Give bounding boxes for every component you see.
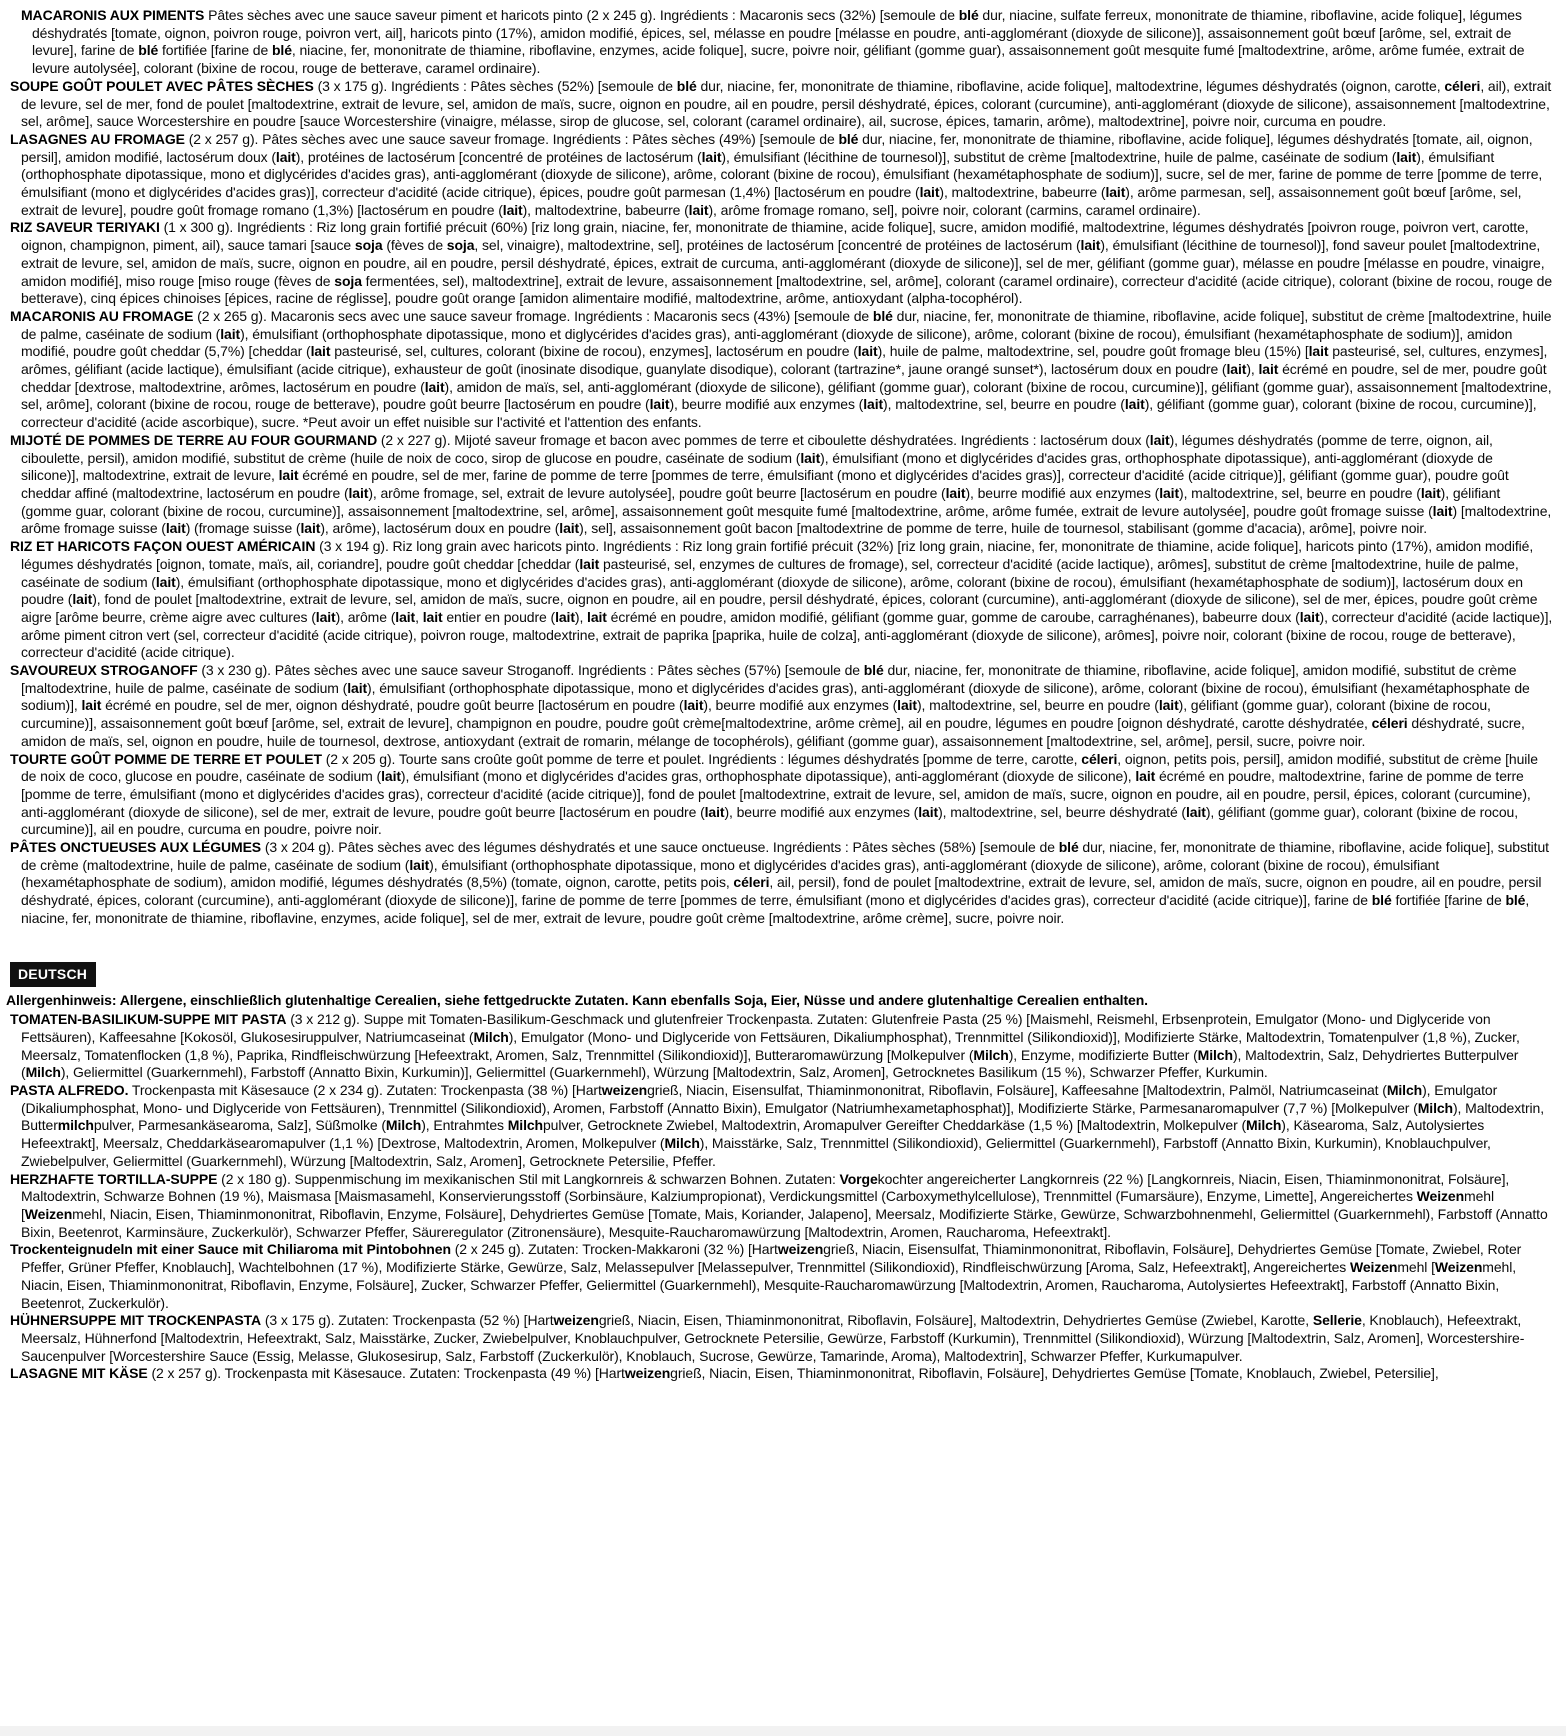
product-ingredients-text: (1 x 300 g). Ingrédients : Riz long grain fortifié précuit (60%) [riz long grain, niacine, fer, mononitrate de thiamine, acide folique], sucre, amidon modifié, maltodextrine, légumes déshydratés [poivron rouge, poivron vert, carotte, oignon, champignon, piment, ail), sauce tamari [sauce soja (fèves de soja, sel, vinaigre), maltodextrine, sel], protéines de lactosérum [concentré de protéines de lactosérum (lait), émulsifiant (lécithine de tournesol)], fond saveur poulet [maltodextrine, extrait de levure, sel, amidon de maïs, sucre, oignon en poudre, ail en poudre, persil déshydraté, épices, extrait de curcuma, anti-agglomérant (dioxyde de silicone)], sel de mer, gélifiant (gomme guar), mélasse en poudre [mélasse en poudre, vinaigre, amidon modifié], miso rouge [miso rouge (fèves de soja fermentées, sel), maltodextrine], extrait de levure, assaisonnement [maltodextrine, sel, arôme], colorant (caramel ordinaire), correcteur d'acidité (acide citrique), colorant (bixine de rocou, rouge de betterave), cinq épices chinoises [épices, racine de réglisse], poudre goût orange [amidon alimentaire modifié, maltodextrine, arôme, antioxydant (alpha-tocophérol). bbox=[21, 219, 1553, 307]
product-title: RIZ SAVEUR TERIYAKI bbox=[10, 219, 160, 236]
product-ingredients-paragraph bbox=[0, 751, 1554, 840]
product-ingredients-paragraph bbox=[0, 1011, 1554, 1082]
product-ingredients-text: (2 x 180 g). Suppenmischung im mexikanischen Stil mit Langkornreis & schwarzen Bohnen. Zutaten: Vorgekochter angereicherter Langkornreis (22 %) [Langkornreis, Niacin, Eisen, Thiaminmononitrat, Folsäure], Maltodextrin, Schwarze Bohnen (19 %), Maismasa [Maismasamehl, Konservierungsstoff (Sorbinsäure, Kalziumpropionat), Verdickungsmittel (Carboxymethylcellulose), Trennmittel (Fumarsäure), Enzyme, Limette], Angereichertes Weizenmehl [Weizenmehl, Niacin, Eisen, Thiaminmononitrat, Riboflavin, Enzyme, Folsäure], Dehydriertes Gemüse [Tomate, Mais, Koriander, Jalapeno], Meersalz, Modifizierte Stärke, Gewürze, Schwarzbohnenmehl, Geliermittel (Guarkernmehl), Farbstoff (Annatto Bixin, Beetenrot, Karminsäure, Zuckerkulör), Schwarzer Pfeffer, Säureregulator (Zitronensäure), Mesquite-Raucharomawürzung [Maltodextrin, Aromen, Raucharoma, Hefeextrakt]. bbox=[21, 1170, 1548, 1240]
product-ingredients-paragraph bbox=[0, 662, 1554, 751]
product-ingredients-text: (3 x 204 g). Pâtes sèches avec des légumes déshydratés et une sauce onctueuse. Ingrédients : Pâtes sèches (58%) [semoule de blé dur, niacine, fer, mononitrate de thiamine, riboflavine, acide folique], substitut de crème (maltodextrine, huile de palme, caséinate de sodium (lait), émulsifiant (orthophosphate dipotassique, mono et diglycérides d'acides gras), anti-agglomérant (dioxyde de silicone), arôme, colorant (bixine de rocou), émulsifiant (hexamétaphosphate de sodium), amidon modifié, légumes déshydratés (8,5%) (tomate, oignon, carotte, petits pois, céleri, ail, persil), fond de poulet [maltodextrine, extrait de levure, sel, amidon de maïs, sucre, oignon en poudre, ail en poudre, persil déshydraté, épices, colorant (curcumine), anti-agglomérant (dioxyde de silicone)], farine de pomme de terre [pommes de terre, émulsifiant (mono et diglycérides d'acides gras), correcteur d'acidité (acide citrique)], farine de blé fortifiée [farine de blé, niacine, fer, mononitrate de thiamine, riboflavine, enzymes, acide folique], sel de mer, extrait de levure, poudre goût crème [maltodextrine, arôme crème], sucre, poivre noir. bbox=[21, 839, 1549, 926]
product-title: SAVOUREUX STROGANOFF bbox=[10, 662, 198, 679]
product-ingredients-paragraph bbox=[0, 839, 1554, 928]
product-title: MIJOTÉ DE POMMES DE TERRE AU FOUR GOURMAND bbox=[10, 431, 378, 448]
product-ingredients-text: (3 x 230 g). Pâtes sèches avec une sauce saveur Stroganoff. Ingrédients : Pâtes sèches (57%) [semoule de blé dur, niacine, fer, mononitrate de thiamine, riboflavine, acide folique], amidon modifié, substitut de crème [maltodextrine, huile de palme, caséinate de sodium (lait), émulsifiant (orthophosphate dipotassique, mono et diglycérides d'acides gras), anti-agglomérant (dioxyde de silicone), arôme, colorant (bixine de rocou), émulsifiant (hexamétaphosphate de sodium)], lait écrémé en poudre, sel de mer, oignon déshydraté, poudre goût beurre [lactosérum en poudre (lait), beurre modifié aux enzymes (lait), maltodextrine, sel, beurre en poudre (lait), gélifiant (gomme guar), colorant (bixine de rocou, curcumine)], assaisonnement goût bœuf [arôme, sel, extrait de levure], champignon en poudre, poudre goût crème[maltodextrine, arôme crème], ail en poudre, légumes en poudre [oignon déshydraté, carotte déshydratée, céleri déshydraté, sucre, amidon de maïs, sel, oignon en poudre, huile de tournesol, dextrose, antioxydant (extrait de romarin, mélange de tocophérols), gélifiant (gomme guar), assaisonnement [maltodextrine, sel, arôme], persil, sucre, poivre noir. bbox=[21, 662, 1530, 749]
product-ingredients-paragraph bbox=[0, 432, 1554, 538]
product-ingredients-paragraph bbox=[0, 1082, 1554, 1171]
product-title: RIZ ET HARICOTS FAÇON OUEST AMÉRICAIN bbox=[10, 538, 316, 555]
product-ingredients-paragraph bbox=[0, 1171, 1554, 1242]
page-bottom-edge bbox=[0, 1726, 1566, 1736]
allergen-notice: Allergenhinweis: Allergene, einschließlich glutenhaltige Cerealien, siehe fettgedruckte Zutaten. Kann ebenfalls Soja, Eier, Nüsse und andere glutenhaltige Cerealien enthalten. bbox=[6, 991, 1148, 1008]
product-ingredients-paragraph bbox=[0, 538, 1554, 662]
product-ingredients-text: (2 x 257 g). Pâtes sèches avec une sauce saveur fromage. Ingrédients : Pâtes sèches (49%) [semoule de blé dur, niacine, fer, mononitrate de thiamine, riboflavine, acide folique], légumes déshydratés [tomate, ail, oignon, persil], amidon modifié, lactosérum doux (lait), protéines de lactosérum [concentré de protéines de lactosérum (lait), émulsifiant (lécithine de tournesol)], substitut de crème [maltodextrine, huile de palme, caséinate de sodium (lait), émulsifiant (orthophosphate dipotassique, mono et diglycérides d'acides gras), anti-agglomérant (dioxyde de silicone), arôme, colorant (bixine de rocou), émulsifiant (hexamétaphosphate de sodium)], sucre, sel de mer, farine de pomme de terre [pomme de terre, émulsifiant (mono et diglycérides d'acides gras)], correcteur d'acidité (acide citrique), épices, poudre goût parmesan (1,4%) [lactosérum en poudre (lait), maltodextrine, babeurre (lait), arôme parmesan, sel], assaisonnement goût bœuf [arôme, sel, extrait de levure], poudre goût fromage romano (1,3%) [lactosérum en poudre (lait), maltodextrine, babeurre (lait), arôme fromage romano, sel], poivre noir, colorant (carmins, caramel ordinaire). bbox=[21, 130, 1543, 218]
product-title: HERZHAFTE TORTILLA-SUPPE bbox=[10, 1170, 218, 1187]
product-ingredients-paragraph bbox=[0, 1241, 1554, 1312]
product-ingredients-text: (2 x 227 g). Mijoté saveur fromage et bacon avec pommes de terre et ciboulette déshydratées. Ingrédients : lactosérum doux (lait), légumes déshydratés (pomme de terre, oignon, ail, ciboulette, persil), amidon modifié, substitut de crème (huile de noix de coco, sirop de glucose en poudre, caséinate de sodium (lait), émulsifiant (mono et diglycérides d'acides gras, orthophosphate dipotassique), anti-agglomérant (dioxyde de silicone)], maltodextrine, extrait de levure, lait écrémé en poudre, sel de mer, farine de pomme de terre [pommes de terre, émulsifiant (mono et diglycérides d'acides gras)], correcteur d'acidité (acide citrique)], gélifiant (gomme guar), poudre goût cheddar affiné (maltodextrine, lactosérum en poudre (lait), arôme fromage, sel, extrait de levure autolysée], poudre goût beurre [lactosérum en poudre (lait), beurre modifié aux enzymes (lait), maltodextrine, sel, beurre en poudre (lait), gélifiant (gomme guar, colorant (bixine de rocou, curcumine)], assaisonnement [maltodextrine, sel, arôme], assaisonnement goût mesquite fumé [maltodextrine, arôme, arôme fumée, extrait de levure autolysée], poudre goût fromage suisse (lait) [maltodextrine, arôme fromage suisse (lait) (fromage suisse (lait), arôme), lactosérum doux en poudre (lait), sel], assaisonnement goût bacon [maltodextrine de pomme de terre, huile de tournesol, stabilisant (gomme d'acacia), arôme], poivre noir. bbox=[21, 431, 1552, 537]
product-ingredients-text: (2 x 205 g). Tourte sans croûte goût pomme de terre et poulet. Ingrédients : légumes déshydratés [pomme de terre, carotte, céleri, oignon, petits pois, persil], amidon modifié, substitut de crème [huile de noix de coco, glucose en poudre, caséinate de sodium (lait), émulsifiant (mono et diglycérides d'acides gras, orthophosphate dipotassique), anti-agglomérant (dioxyde de silicone), lait écrémé en poudre, maltodextrine, farine de pomme de terre [pomme de terre, émulsifiant (mono et diglycérides d'acides gras), correcteur d'acidité (acide citrique)], fond de poulet [maltodextrine, extrait de levure, sel, amidon de maïs, sucre, oignon en poudre, ail en poudre, persil, épices, colorant (curcumine), anti-agglomérant (dioxyde de silicone), sel de mer, extrait de levure, poudre goût beurre [lactosérum en poudre (lait), beurre modifié aux enzymes (lait), maltodextrine, sel, beurre déshydraté (lait), gélifiant (gomme guar), colorant (bixine de rocou, curcumine)], ail en poudre, curcuma en poudre, poivre noir. bbox=[21, 750, 1538, 838]
product-ingredients-text: Pâtes sèches avec une sauce saveur piment et haricots pinto (2 x 245 g). Ingrédients : Macaronis secs (32%) [semoule de blé dur, niacine, sulfate ferreux, mononitrate de thiamine, riboflavine, acide folique], légumes déshydratés [tomate, oignon, poivron rouge, poivron vert, ail], haricots pinto (17%), amidon modifié, épices, sel, mélasse en poudre [mélasse en poudre, anti-agglomérant (dioxyde de silicone)], assaisonnement goût bœuf [arôme, sel, extrait de levure], farine de blé fortifiée [farine de blé, niacine, fer, mononitrate de thiamine, riboflavine, enzymes, acide folique], sucre, poivre noir, gélifiant (gomme guar), assaisonnement goût mesquite fumé [maltodextrine, arôme, arôme fumée, extrait de levure autolysée], colorant (bixine de rocou, rouge de betterave, caramel ordinaire). bbox=[32, 7, 1525, 77]
product-ingredients-text: (3 x 175 g). Zutaten: Trockenpasta (52 %) [Hartweizengrieß, Niacin, Eisen, Thiaminmononitrat, Riboflavin, Folsäure], Maltodextrin, Dehydriertes Gemüse (Zwiebel, Karotte, Sellerie, Knoblauch), Hefeextrakt, Meersalz, Hühnerfond [Maltodextrin, Hefeextrakt, Salz, Maisstärke, Zucker, Zwiebelpulver, Knoblauchpulver, Getrocknete Petersilie, Gewürze, Farbstoff (Kurkumin), Trennmittel (Silikondioxid), Würzung [Maltodextrin, Salz, Aromen], Worcestershire-Saucenpulver [Worcestershire Sauce (Essig, Melasse, Glukosesirup, Salz, Farbstoff (Zuckerkulör), Knoblauch, Sucrose, Gewürze, Tamarinde, Aroma), Maltodextrin], Schwarzer Pfeffer, Kurkumapulver. bbox=[21, 1312, 1525, 1364]
product-ingredients-text: (3 x 175 g). Ingrédients : Pâtes sèches (52%) [semoule de blé dur, niacine, fer, mononitrate de thiamine, riboflavine, acide folique], maltodextrine, légumes déshydratés (oignon, carotte, céleri, ail), extrait de levure, sel de mer, fond de poulet [maltodextrine, extrait de levure, sel, amidon de maïs, sucre, oignon en poudre, ail en poudre, persil déshydraté, épices, colorant (curcumine), anti-agglomérant (dioxyde de silicone), assaisonnement [maltodextrine, sel, arôme], sauce Worcestershire en poudre [sauce Worcestershire (vinaigre, mélasse, sirop de glucose, sel, colorant (caramel ordinaire), ail, sucrose, épices, tamarin, arôme), maltodextrine], poivre noir, curcuma en poudre. bbox=[21, 77, 1552, 130]
product-ingredients-paragraph bbox=[0, 78, 1554, 131]
product-ingredients-text: (3 x 194 g). Riz long grain avec haricots pinto. Ingrédients : Riz long grain fortifié précuit (32%) [riz long grain, niacine, fer, mononitrate de thiamine, acide folique], haricots pinto (17%), amidon modifié, légumes déshydratés [oignon, tomate, maïs, ail, coriandre], poudre goût cheddar [cheddar (lait pasteurisé, sel, enzymes de cultures de fromage), sel, correcteur d'acidité (acide lactique), arômes], substitut de crème [maltodextrine, huile de palme, caséinate de sodium (lait), émulsifiant (orthophosphate dipotassique, mono et diglycérides d'acides gras), anti-agglomérant (dioxyde de silicone), arôme, colorant (bixine de rocou), émulsifiant (hexamétaphosphate de sodium)], lactosérum doux en poudre (lait), fond de poulet [maltodextrine, extrait de levure, sel, amidon de maïs, sucre, oignon en poudre, ail en poudre, persil déshydraté, épices, colorant (curcumine), anti-agglomérant (dioxyde de silicone), sel de mer, épices, poudre goût crème aigre [arôme beurre, crème aigre avec cultures (lait), arôme (lait, lait entier en poudre (lait), lait écrémé en poudre, amidon modifié, gélifiant (gomme guar, gomme de caroube, carraghénanes), babeurre doux (lait), correcteur d'acidité (acide lactique)], arôme piment citron vert (sel, correcteur d'acidité (acide citrique), poivron rouge, maltodextrine, extrait de paprika [paprika, huile de colza], anti-agglomérant (dioxyde de silicone), arômes], poivre noir, colorant (bixine de rocou, rouge de betterave), correcteur d'acidité (acide citrique). bbox=[21, 538, 1553, 661]
product-title: MACARONIS AU FROMAGE bbox=[10, 307, 194, 324]
french-ingredients-block bbox=[0, 7, 1554, 928]
product-title: MACARONIS AUX PIMENTS bbox=[21, 7, 205, 23]
product-title: HÜHNERSUPPE MIT TROCKENPASTA bbox=[10, 1312, 262, 1329]
product-ingredients-text: Trockenpasta mit Käsesauce (2 x 234 g). Zutaten: Trockenpasta (38 %) [Hartweizengrieß, Niacin, Eisensulfat, Thiaminmononitrat, Riboflavin, Folsäure], Kaffeesahne [Maltodextrin, Palmöl, Natriumcaseinat (Milch), Emulgator (Dikaliumphosphat, Mono- und Diglyceride von Fettsäuren), Trennmittel (Silikondioxid), Aromen, Farbstoff (Annatto Bixin), Emulgator (Natriumhexametaphosphat)], Modifizierte Stärke, Parmesanaromapulver (7,7 %) [Molkepulver (Milch), Maltodextrin, Buttermilchpulver, Parmesankäsearoma, Salz], Süßmolke (Milch), Entrahmtes Milchpulver, Getrocknete Zwiebel, Maltodextrin, Aromapulver Gereifter Cheddarkäse (1,5 %) [Maltodextrin, Molkepulver (Milch), Käsearoma, Salz, Autolysiertes Hefeextrakt], Meersalz, Cheddarkäsearomapulver (1,1 %) [Dextrose, Maltodextrin, Aromen, Molkepulver (Milch), Maisstärke, Salz, Trennmittel (Silikondioxid), Geliermittel (Guarkernmehl), Farbstoff (Annatto Bixin, Kurkumin), Knoblauchpulver, Zwiebelpulver, Geliermittel (Guarkernmehl), Würzung [Maltodextrin, Salz, Aromen], Getrocknete Petersilie, Pfeffer. bbox=[21, 1082, 1544, 1169]
product-title: Trockenteignudeln mit einer Sauce mit Chiliaroma mit Pintobohnen bbox=[10, 1241, 451, 1258]
product-ingredients-text: (2 x 257 g). Trockenpasta mit Käsesauce. Zutaten: Trockenpasta (49 %) [Hartweizengrieß, Niacin, Eisen, Thiaminmononitrat, Riboflavin, Folsäure], Dehydriertes Gemüse [Tomate, Knoblauch, Zwiebel, Petersilie], bbox=[151, 1365, 1439, 1382]
product-ingredients-text: (3 x 212 g). Suppe mit Tomaten-Basilikum-Geschmack und glutenfreier Trockenpasta. Zutaten: Glutenfreie Pasta (25 %) [Maismehl, Reismehl, Erbsenprotein, Emulgator (Mono- und Diglyceride von Fettsäuren), Kaffeesahne [Kokosöl, Glukosesiruppulver, Natriumcaseinat (Milch), Emulgator (Mono- und Diglyceride von Fettsäuren, Dikaliumphosphat), Trennmittel (Silikondioxid)], Modifizierte Stärke, Maltodextrin, Tomatenpulver (1,8 %), Zucker, Meersalz, Tomatenflocken (1,8 %), Paprika, Rindfleischwürzung [Hefeextrakt, Aromen, Salz, Trennmittel (Silikondioxid)], Butteraromawürzung [Molkepulver (Milch), Enzyme, modifizierte Butter (Milch), Maltodextrin, Salz, Dehydriertes Butterpulver (Milch), Geliermittel (Guarkernmehl), Farbstoff (Annatto Bixin, Kurkumin)], Geliermittel (Guarkernmehl), Würzung [Maltodextrin, Salz, Aromen], Getrocknetes Basilikum (15 %), Schwarzer Pfeffer, Kurkumin. bbox=[21, 1011, 1520, 1081]
product-title: PASTA ALFREDO. bbox=[10, 1082, 129, 1099]
product-title: TOMATEN-BASILIKUM-SUPPE MIT PASTA bbox=[10, 1011, 287, 1028]
product-ingredients-paragraph bbox=[0, 131, 1554, 220]
product-title: TOURTE GOÛT POMME DE TERRE ET POULET bbox=[10, 750, 322, 767]
product-ingredients-paragraph bbox=[0, 219, 1554, 308]
language-header-deutsch: DEUTSCH bbox=[10, 962, 96, 987]
product-ingredients-paragraph bbox=[0, 1365, 1554, 1383]
product-ingredients-paragraph bbox=[0, 308, 1554, 432]
product-title: SOUPE GOÛT POULET AVEC PÂTES SÈCHES bbox=[10, 77, 314, 94]
german-ingredients-block bbox=[0, 1011, 1554, 1383]
product-title: LASAGNE MIT KÄSE bbox=[10, 1365, 148, 1382]
product-ingredients-text: (2 x 245 g). Zutaten: Trocken-Makkaroni (32 %) [Hartweizengrieß, Niacin, Eisensulfat, Thiaminmononitrat, Riboflavin, Folsäure], Dehydriertes Gemüse [Tomate, Zwiebel, Roter Pfeffer, Grüner Pfeffer, Knoblauch], Wachtelbohnen (17 %), Modifizierte Stärke, Gewürze, Salz, Melassepulver [Melassepulver, Trennmittel (Silikondioxid), Rindfleischwürzung [Aroma, Salz, Hefeextrakt], Angereichertes Weizenmehl [Weizenmehl, Niacin, Eisen, Thiaminmononitrat, Riboflavin, Enzyme, Folsäure], Zucker, Schwarzer Pfeffer, Geliermittel (Guarkernmehl), Mesquite-Raucharomawürzung [Maltodextrin, Aromen, Raucharoma, Autolysiertes Hefeextrakt], Farbstoff (Annatto Bixin, Beetenrot, Zuckerkulör). bbox=[21, 1241, 1522, 1311]
product-ingredients-text: (2 x 265 g). Macaronis secs avec une sauce saveur fromage. Ingrédients : Macaronis secs (43%) [semoule de blé dur, niacine, fer, mononitrate de thiamine, riboflavine, acide folique], substitut de crème [maltodextrine, huile de palme, caséinate de sodium (lait), émulsifiant (orthophosphate dipotassique, mono et diglycérides d'acides gras), anti-agglomérant (dioxyde de silicone), arôme, colorant (bixine de rocou), émulsifiant (hexamétaphosphate de sodium)], amidon modifié, poudre goût cheddar (5,7%) [cheddar (lait pasteurisé, sel, cultures, colorant (bixine de rocou), enzymes], lactosérum en poudre (lait), huile de palme, maltodextrine, sel, poudre goût fromage bleu (15%) [lait pasteurisé, sel, cultures, enzymes], arômes, gélifiant (acide lactique), émulsifiant (acide citrique), exhausteur de goût (inosinate disodique, guanylate disodique), colorant (tartrazine*, jaune orangé sunset*), lactosérum doux en poudre (lait), lait écrémé en poudre, sel de mer, poudre goût cheddar [dextrose, maltodextrine, arômes, lactosérum en poudre (lait), amidon de maïs, sel, anti-agglomérant (dioxyde de silicone), gélifiant (gomme guar), colorant (bixine de rocou, curcumine)], gélifiant (gomme guar), assaisonnement [maltodextrine, sel, arôme], colorant (bixine de rocou, rouge de betterave), poudre goût beurre [lactosérum en poudre (lait), beurre modifié aux enzymes (lait), maltodextrine, sel, beurre en poudre (lait), gélifiant (gomme guar), colorant (bixine de rocou, curcumine)], correcteur d'acidité (acide ascorbique), sucre. *Peut avoir un effet nuisible sur l'activité et l'attention des enfants. bbox=[21, 307, 1552, 431]
product-ingredients-paragraph bbox=[0, 1312, 1554, 1365]
product-title: LASAGNES AU FROMAGE bbox=[10, 130, 185, 147]
product-ingredients-paragraph bbox=[0, 7, 1554, 78]
product-title: PÂTES ONCTUEUSES AUX LÉGUMES bbox=[10, 839, 262, 856]
